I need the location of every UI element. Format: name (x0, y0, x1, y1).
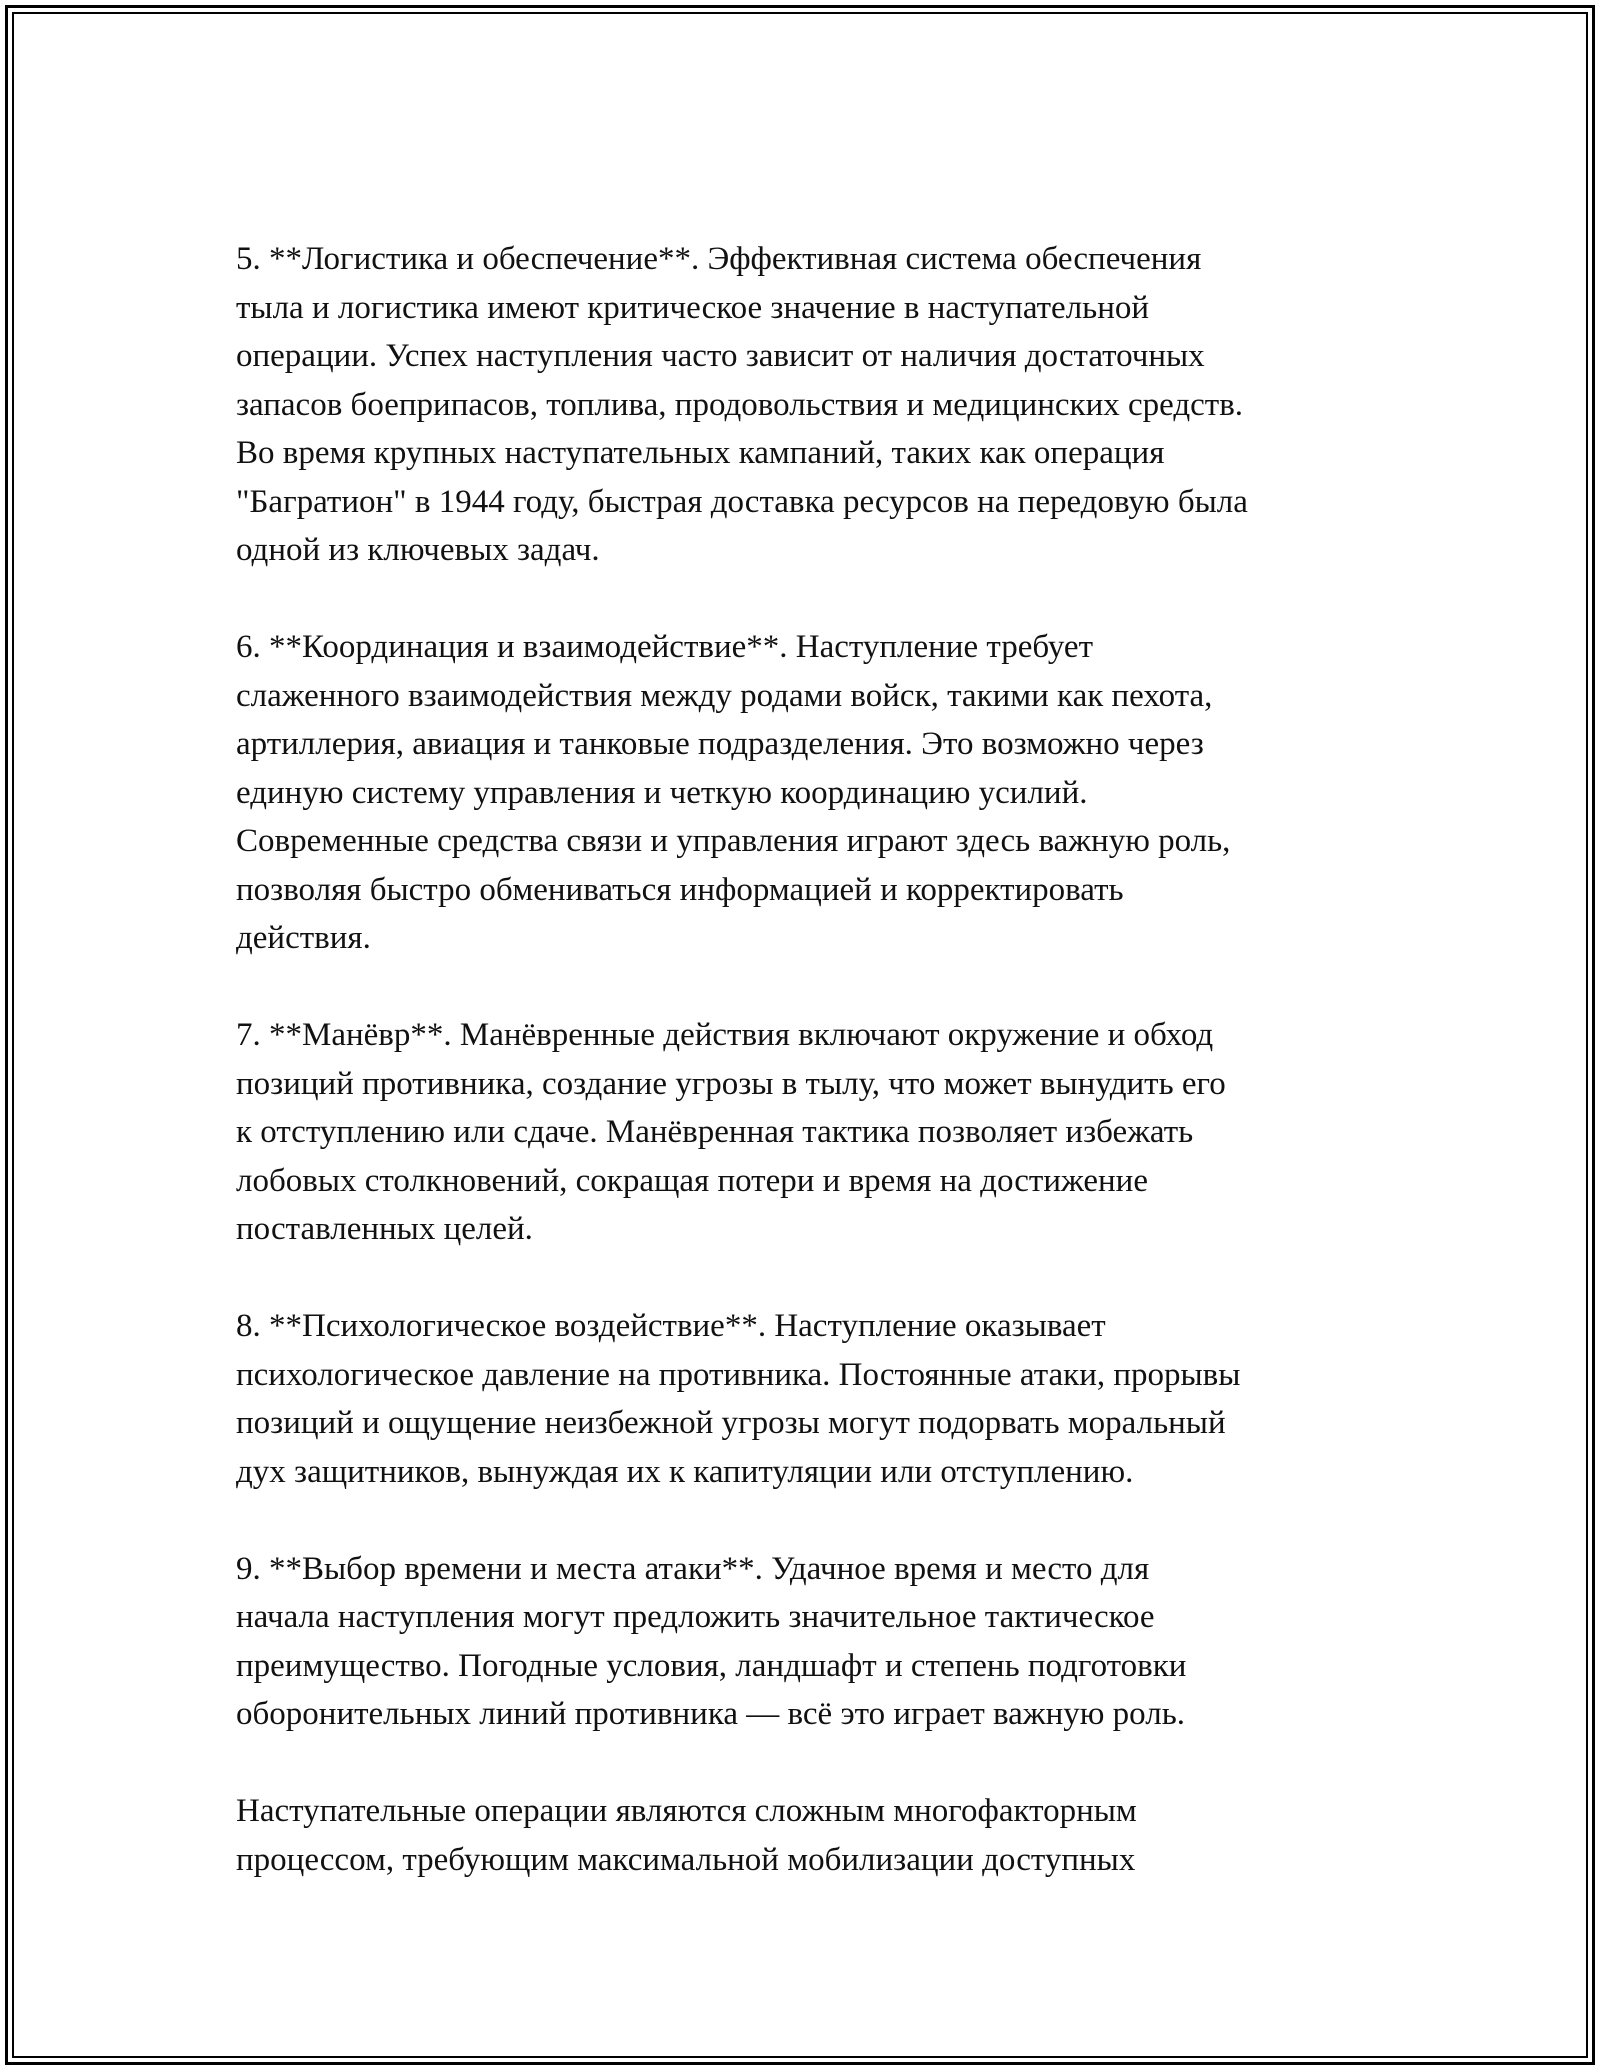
text-line: позиций противника, создание угрозы в тылу, что может вынудить его (236, 1065, 1226, 1102)
paragraph-gap (236, 1496, 1416, 1545)
paragraph-timing (236, 1545, 1416, 1739)
text-line: артиллерия, авиация и танковые подразделения. Это возможно через (236, 726, 1204, 762)
text-line: оборонительных линий противника — всё это играет важную роль. (236, 1696, 1186, 1732)
text-line: "Багратион" в 1944 году, быстрая доставка ресурсов на передовую была (236, 483, 1248, 520)
paragraph-gap (236, 1254, 1416, 1303)
text-line: лобовых столкновений, сокращая потери и время на достижение (236, 1162, 1148, 1199)
paragraph-coordination (236, 623, 1416, 963)
paragraph-gap (236, 963, 1416, 1012)
text-line: поставленных целей. (236, 1211, 533, 1247)
paragraph-conclusion (236, 1787, 1416, 1884)
text-line: операции. Успех наступления часто зависит от наличия достаточных (236, 338, 1205, 374)
text-line: начала наступления могут предложить значительное тактическое (236, 1599, 1155, 1635)
paragraph-psychological (236, 1302, 1416, 1496)
text-line: единую систему управления и четкую координацию усилий. (236, 774, 1088, 811)
text-line: 8. **Психологическое воздействие**. Наступление оказывает (236, 1308, 1106, 1344)
text-line: действия. (236, 920, 371, 956)
paragraph-gap (236, 575, 1416, 624)
text-line: процессом, требующим максимальной мобилизации доступных (236, 1841, 1136, 1878)
document-body (236, 235, 1416, 1884)
text-line: дух защитников, вынуждая их к капитуляции или отступлению. (236, 1453, 1134, 1490)
text-line: тыла и логистика имеют критическое значение в наступательной (236, 289, 1150, 326)
text-line: 6. **Координация и взаимодействие**. Наступление требует (236, 629, 1094, 665)
text-line: Наступательные операции являются сложным многофакторным (236, 1793, 1137, 1829)
text-line: одной из ключевых задач. (236, 532, 600, 568)
text-line: 7. **Манёвр**. Манёвренные действия включают окружение и обход (236, 1017, 1214, 1053)
text-line: преимущество. Погодные условия, ландшафт и степень подготовки (236, 1647, 1187, 1684)
text-line: запасов боеприпасов, топлива, продовольствия и медицинских средств. (236, 386, 1244, 423)
text-line: психологическое давление на противника. Постоянные атаки, прорывы (236, 1356, 1241, 1393)
paragraph-logistics (236, 235, 1416, 575)
text-line: к отступлению или сдаче. Манёвренная тактика позволяет избежать (236, 1114, 1194, 1150)
text-line: позволяя быстро обмениваться информацией и корректировать (236, 871, 1124, 908)
paragraph-gap (236, 1739, 1416, 1788)
paragraph-maneuver (236, 1011, 1416, 1254)
text-line: позиций и ощущение неизбежной угрозы могут подорвать моральный (236, 1405, 1226, 1441)
text-line: Во время крупных наступательных кампаний, таких как операция (236, 435, 1165, 471)
text-line: Современные средства связи и управления играют здесь важную роль, (236, 823, 1231, 859)
text-line: 5. **Логистика и обеспечение**. Эффективная система обеспечения (236, 241, 1202, 277)
text-line: слаженного взаимодействия между родами войск, такими как пехота, (236, 677, 1213, 714)
text-line: 9. **Выбор времени и места атаки**. Удачное время и место для (236, 1550, 1150, 1587)
